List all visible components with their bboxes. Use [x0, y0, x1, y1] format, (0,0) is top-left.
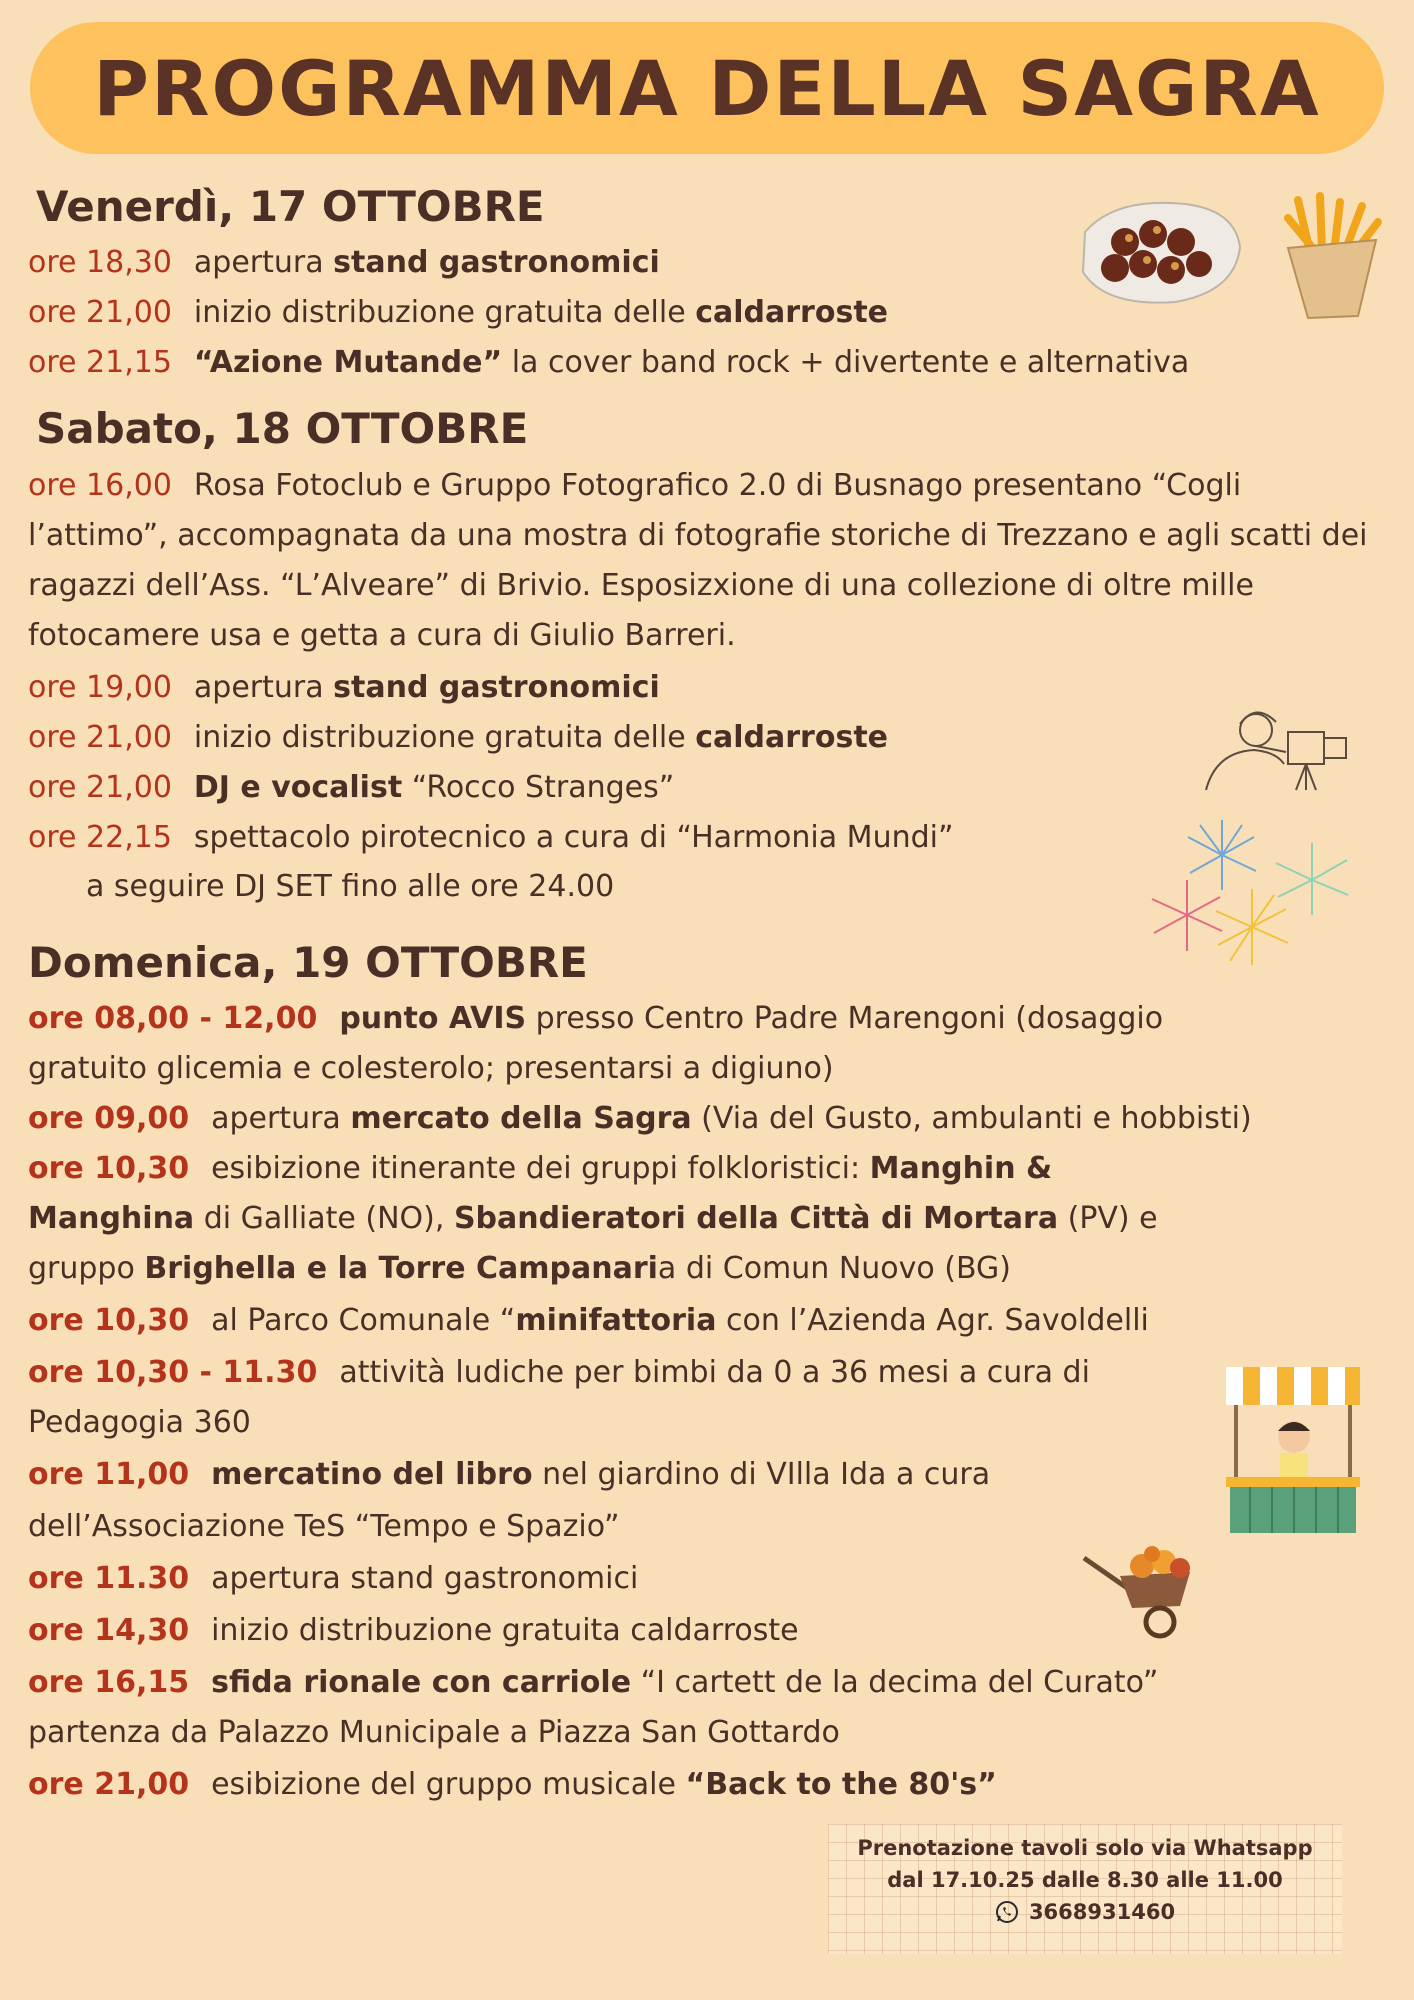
- highlight: mercatino del libro: [211, 1457, 533, 1492]
- text: a di Comun Nuovo (BG): [657, 1251, 1011, 1286]
- time: ore 18,30: [28, 245, 172, 280]
- text: presso Centro Padre Marengoni (dosaggio: [526, 1001, 1164, 1036]
- time: ore 21,00: [28, 720, 172, 755]
- highlight: DJ e vocalist: [193, 770, 403, 805]
- sunday-line-1: [28, 994, 1398, 1044]
- sunday-line-2: [28, 1094, 1398, 1144]
- text: attività ludiche per bimbi da 0 a 36 mesi a cura di: [339, 1355, 1090, 1390]
- booking-line-1: Prenotazione tavoli solo via Whatsapp: [857, 1836, 1313, 1860]
- sunday-heading: Domenica, 19 OTTOBRE: [28, 938, 588, 987]
- page-title: PROGRAMMA DELLA SAGRA: [93, 43, 1321, 133]
- text: apertura: [193, 670, 334, 705]
- saturday-line-1: [28, 461, 1388, 661]
- text: inizio distribuzione gratuita delle: [193, 295, 696, 330]
- highlight: Manghina: [28, 1201, 195, 1236]
- time: ore 14,30: [28, 1613, 190, 1648]
- sunday-line-8: [28, 1606, 1398, 1656]
- text: apertura: [193, 245, 334, 280]
- friday-line-3: [28, 338, 1398, 388]
- booking-line-2: dal 17.10.25 dalle 8.30 alle 11.00: [887, 1868, 1283, 1892]
- friday-heading: Venerdì, 17 OTTOBRE: [36, 182, 545, 231]
- sunday-line-3-cont-2: [28, 1244, 1398, 1294]
- sunday-line-9-cont: partenza da Palazzo Municipale a Piazza San Gottardo: [28, 1715, 840, 1750]
- text: (Via del Gusto, ambulanti e hobbisti): [691, 1101, 1252, 1136]
- highlight: “Back to the 80's”: [685, 1767, 997, 1802]
- saturday-line-5: [28, 813, 1398, 863]
- highlight: caldarroste: [695, 720, 889, 755]
- time: ore 11.30: [28, 1561, 190, 1596]
- text: con l’Azienda Agr. Savoldelli: [716, 1303, 1149, 1338]
- time: ore 19,00: [28, 670, 172, 705]
- text: esibizione itinerante dei gruppi folkloristici:: [211, 1151, 870, 1186]
- highlight: “Azione Mutande”: [193, 345, 503, 380]
- friday-line-1: [28, 238, 1398, 288]
- sunday-line-7: [28, 1554, 1398, 1604]
- saturday-line-4: [28, 763, 1398, 813]
- text: apertura: [211, 1101, 351, 1136]
- text: esibizione del gruppo musicale: [211, 1767, 686, 1802]
- time: ore 11,00: [28, 1457, 190, 1492]
- time: ore 10,30: [28, 1151, 190, 1186]
- booking-phone-row: [828, 1896, 1342, 1928]
- text: gruppo: [28, 1251, 145, 1286]
- highlight: Sbandieratori della Città di Mortara: [453, 1201, 1059, 1236]
- sunday-line-1-cont: gratuito glicemia e colesterolo; presentarsi a digiuno): [28, 1051, 834, 1086]
- text: al Parco Comunale “: [211, 1303, 516, 1338]
- saturday-heading: Sabato, 18 OTTOBRE: [36, 404, 529, 453]
- time: ore 08,00 - 12,00: [28, 1001, 318, 1036]
- time: ore 21,00: [28, 1767, 190, 1802]
- text: spettacolo pirotecnico a cura di “Harmonia Mundi”: [193, 820, 954, 855]
- highlight: stand gastronomici: [333, 670, 660, 705]
- text: (PV) e: [1058, 1201, 1158, 1236]
- highlight: mercato della Sagra: [350, 1101, 692, 1136]
- saturday-line-6: a seguire DJ SET fino alle ore 24.00: [86, 869, 615, 904]
- time: ore 10,30 - 11.30: [28, 1355, 318, 1390]
- sunday-line-9: [28, 1658, 1398, 1708]
- text: “I cartett de la decima del Curato”: [631, 1665, 1159, 1700]
- highlight: caldarroste: [695, 295, 889, 330]
- text: apertura stand gastronomici: [211, 1561, 639, 1596]
- sunday-line-5-cont: Pedagogia 360: [28, 1405, 251, 1440]
- sunday-line-5: [28, 1348, 1398, 1398]
- highlight: stand gastronomici: [333, 245, 660, 280]
- sunday-line-4: [28, 1296, 1398, 1346]
- time: ore 09,00: [28, 1101, 190, 1136]
- saturday-line-3: [28, 713, 1398, 763]
- highlight: Manghin &: [869, 1151, 1053, 1186]
- sunday-line-6-cont: dell’Associazione TeS “Tempo e Spazio”: [28, 1509, 620, 1544]
- time: ore 21,00: [28, 295, 172, 330]
- text: nel giardino di VIlla Ida a cura: [532, 1457, 991, 1492]
- booking-box: [828, 1824, 1342, 1954]
- sunday-line-10: [28, 1760, 1398, 1810]
- time: ore 10,30: [28, 1303, 190, 1338]
- friday-line-2: [28, 288, 1398, 338]
- title-banner: [30, 22, 1384, 154]
- highlight: sfida rionale con carriole: [211, 1665, 632, 1700]
- text: “Rocco Stranges”: [402, 770, 675, 805]
- text: di Galliate (NO),: [194, 1201, 454, 1236]
- text: inizio distribuzione gratuita delle: [193, 720, 696, 755]
- time: ore 16,15: [28, 1665, 190, 1700]
- time: ore 16,00: [28, 468, 172, 503]
- saturday-line-2: [28, 663, 1398, 713]
- highlight: Brighella e la Torre Campanari: [144, 1251, 658, 1286]
- time: ore 21,00: [28, 770, 172, 805]
- booking-phone: 3668931460: [1028, 1900, 1176, 1924]
- highlight: minifattoria: [515, 1303, 717, 1338]
- highlight: punto AVIS: [339, 1001, 527, 1036]
- time: ore 22,15: [28, 820, 172, 855]
- sunday-line-3-cont-1: [28, 1194, 1398, 1244]
- time: ore 21,15: [28, 345, 172, 380]
- text: Rosa Fotoclub e Gruppo Fotografico 2.0 di Busnago presentano “Cogli l’attimo”, accompagnata da una mostra di fotografie storiche di Trezzano e agli scatti dei ragazzi dell’Ass. “L’Alveare” di Brivio. Esposizxione di una collezione di oltre mille fotocamere usa e getta a cura di Giulio Barreri.: [28, 468, 1368, 653]
- text: la cover band rock + divertente e alternativa: [502, 345, 1190, 380]
- text: inizio distribuzione gratuita caldarroste: [211, 1613, 799, 1648]
- sunday-line-6: [28, 1450, 1398, 1500]
- whatsapp-icon: [995, 1900, 1019, 1924]
- sunday-line-3: [28, 1144, 1398, 1194]
